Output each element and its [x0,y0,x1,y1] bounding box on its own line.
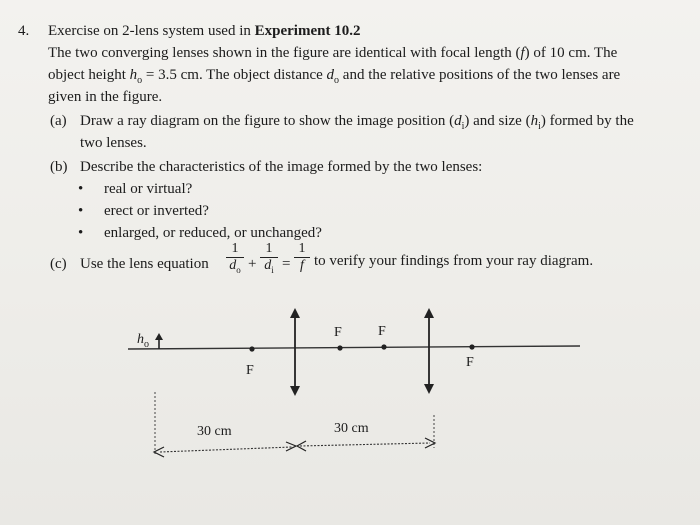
denominator-symbol: d [264,258,272,273]
dimension-line-2 [300,443,430,446]
focal-symbol: f [520,45,525,61]
focal-point-2 [337,345,342,350]
object-height-symbol: h [137,332,144,347]
principal-axis [128,346,580,349]
bullet-item-1: real or virtual? [104,181,193,197]
denominator-symbol: f [300,258,304,273]
focal-label-2: F [334,325,342,340]
bullet-item-2: erect or inverted? [104,203,209,219]
part-c-label: (c) [50,256,67,272]
experiment-reference: Experiment 10.2 [254,23,361,39]
part-a-label: (a) [50,113,67,129]
bullet-icon: • [78,225,84,241]
image-height-symbol: h [530,113,539,129]
focal-point-3 [381,344,386,349]
part-c-text-after: to verify your findings from your ray diagram. [314,253,594,269]
bullet-icon: • [78,203,84,219]
subscript: o [334,75,340,86]
part-a-text: ) and size ( [464,113,531,129]
bullet-icon: • [78,181,84,197]
numerator: 1 [231,241,239,256]
plus-sign: + [248,256,257,272]
description-text: object height [48,67,130,83]
height-symbol: h [129,67,138,83]
subscript: o [236,264,241,275]
title-text: Exercise on 2-lens system used in [48,23,255,39]
equals-sign: = [282,256,291,272]
lens-1-bottom-arrow [290,386,300,396]
numerator: 1 [265,241,273,256]
bullet-item-3: enlarged, or reduced, or unchanged? [104,225,322,241]
part-b-label: (b) [50,159,68,175]
description-text: = 3.5 cm. The object distance [142,67,327,83]
part-c-text: Use the lens equation [80,256,209,272]
subscript: o [144,338,149,350]
question-number: 4. [18,23,30,39]
focal-point-4 [469,344,474,349]
object-height-label [137,332,149,350]
subscript: i [538,121,541,132]
image-distance-symbol: d [454,113,462,129]
part-a-line-2: two lenses. [80,135,147,151]
dimension-line-1 [160,447,292,452]
description-line-3: given in the figure. [48,89,163,105]
focal-label-1: F [246,363,254,378]
focal-label-4: F [466,355,474,370]
numerator: 1 [298,241,306,256]
focal-point-1 [249,346,254,351]
description-text: The two converging lenses shown in the figure are identical with focal length ( [48,45,521,61]
description-text: ) of 10 cm. The [524,45,618,61]
subscript: i [271,264,274,275]
part-b-line: Describe the characteristics of the image formed by the two lenses: [80,159,483,175]
lens-1-top-arrow [290,308,300,318]
object-arrow-head [155,333,163,340]
distance-label-1: 30 cm [197,424,232,439]
lens-2-bottom-arrow [424,384,434,394]
distance-label-2: 30 cm [334,421,369,436]
focal-label-3: F [378,324,386,339]
subscript: i [461,121,465,132]
subscript: o [137,75,143,86]
denominator-symbol: d [229,258,237,273]
lens-2-top-arrow [424,308,434,318]
part-a-text: ) formed by the [540,113,634,129]
description-text: and the relative positions of the two lenses are [339,67,621,83]
distance-symbol: d [326,67,335,83]
part-a-text: Draw a ray diagram on the figure to show the image position ( [80,113,455,129]
